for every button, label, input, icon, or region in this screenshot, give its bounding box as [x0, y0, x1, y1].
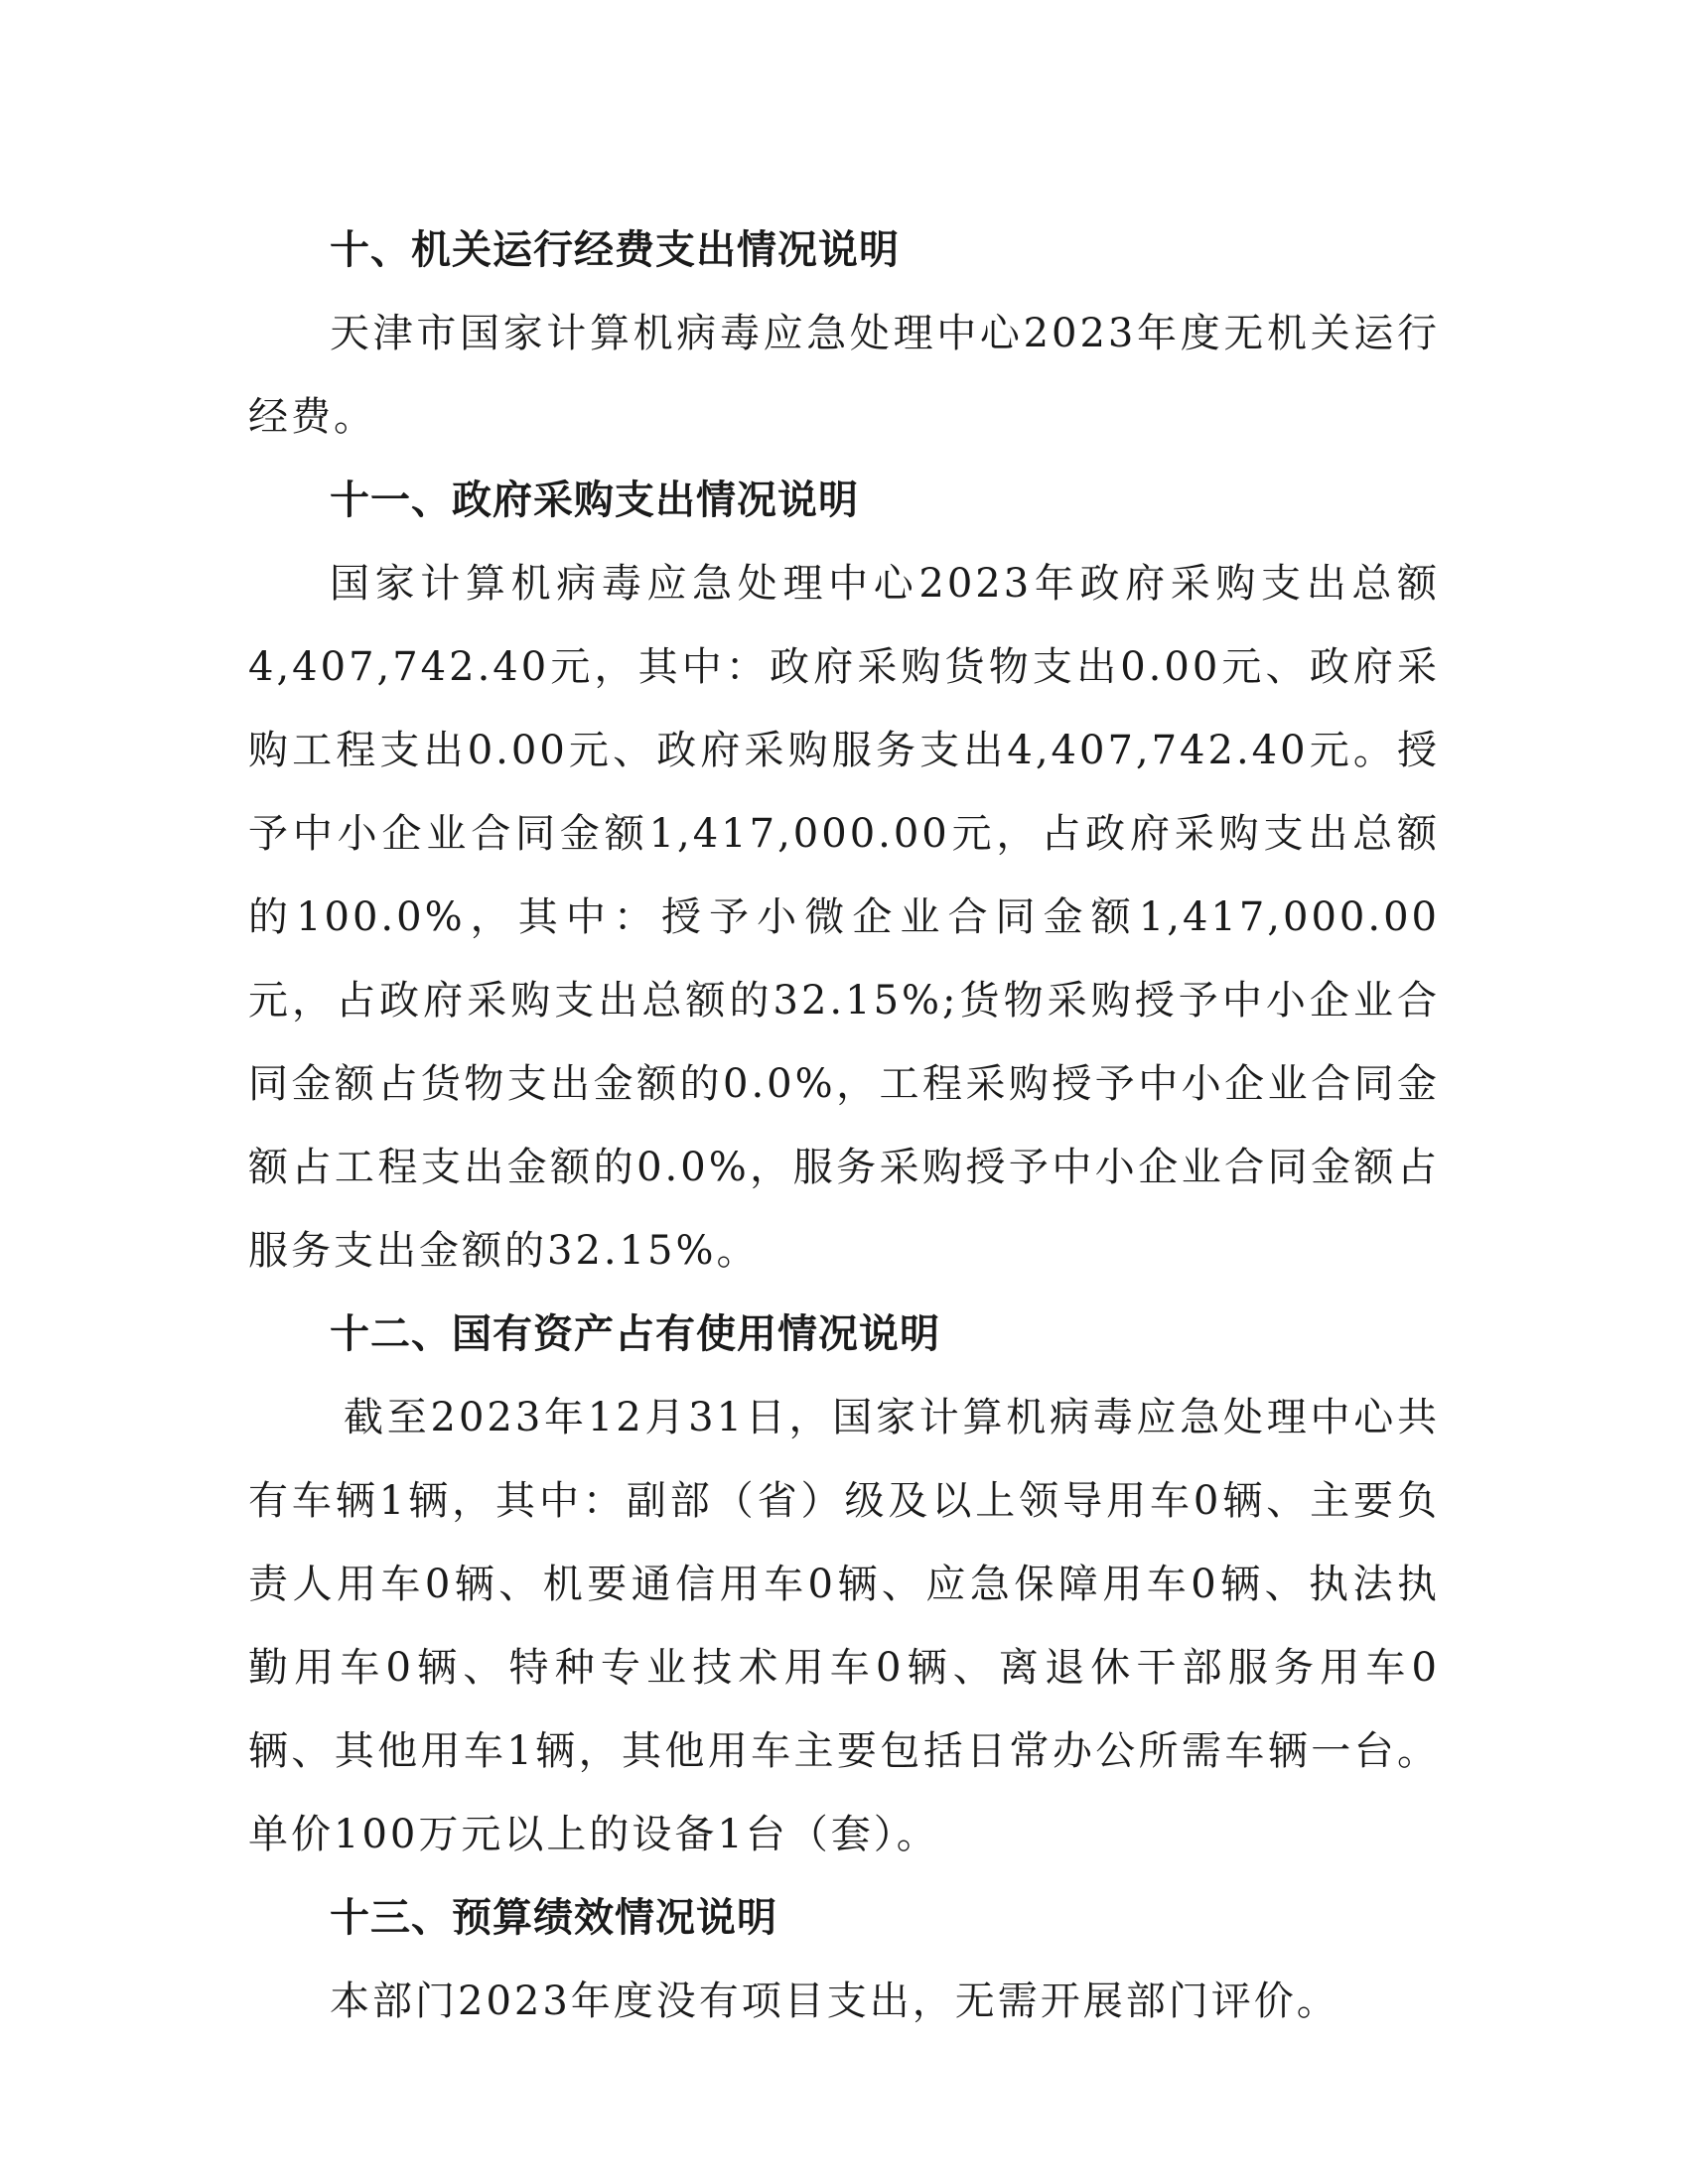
document-page	[248, 208, 1440, 2043]
section-paragraph-13: 本部门2023年度没有项目支出，无需开展部门评价。	[330, 1979, 1339, 2024]
section-heading-10: 十、机关运行经费支出情况说明	[330, 227, 900, 273]
section-paragraph-12: 截至2023年12月31日，国家计算机病毒应急处理中心共有车辆1辆，其中：副部（省）级及以上领导用车0辆、主要负责人用车0辆、机要通信用车0辆、应急保障用车0辆、执法执勤用车0辆、特种专业技术用车0辆、离退休干部服务用车0辆、其他用车1辆，其他用车主要包括日常办公所需车辆一台。单价100万元以上的设备1台（套）。	[248, 1395, 1440, 1857]
section-paragraph-11: 国家计算机病毒应急处理中心2023年政府采购支出总额4,407,742.40元，其中：政府采购货物支出0.00元、政府采购工程支出0.00元、政府采购服务支出4,407,742.40元。授予中小企业合同金额1,417,000.00元，占政府采购支出总额的100.0%，其中：授予小微企业合同金额1,417,000.00元，占政府采购支出总额的32.15%;货物采购授予中小企业合同金额占货物支出金额的0.0%，工程采购授予中小企业合同金额占工程支出金额的0.0%，服务采购授予中小企业合同金额占服务支出金额的32.15%。	[248, 561, 1440, 1274]
section-heading-13: 十三、预算绩效情况说明	[330, 1895, 777, 1941]
section-heading-11: 十一、政府采购支出情况说明	[330, 478, 859, 523]
section-heading-12: 十二、国有资产占有使用情况说明	[330, 1311, 940, 1357]
section-paragraph-10: 天津市国家计算机病毒应急处理中心2023年度无机关运行经费。	[248, 311, 1440, 440]
